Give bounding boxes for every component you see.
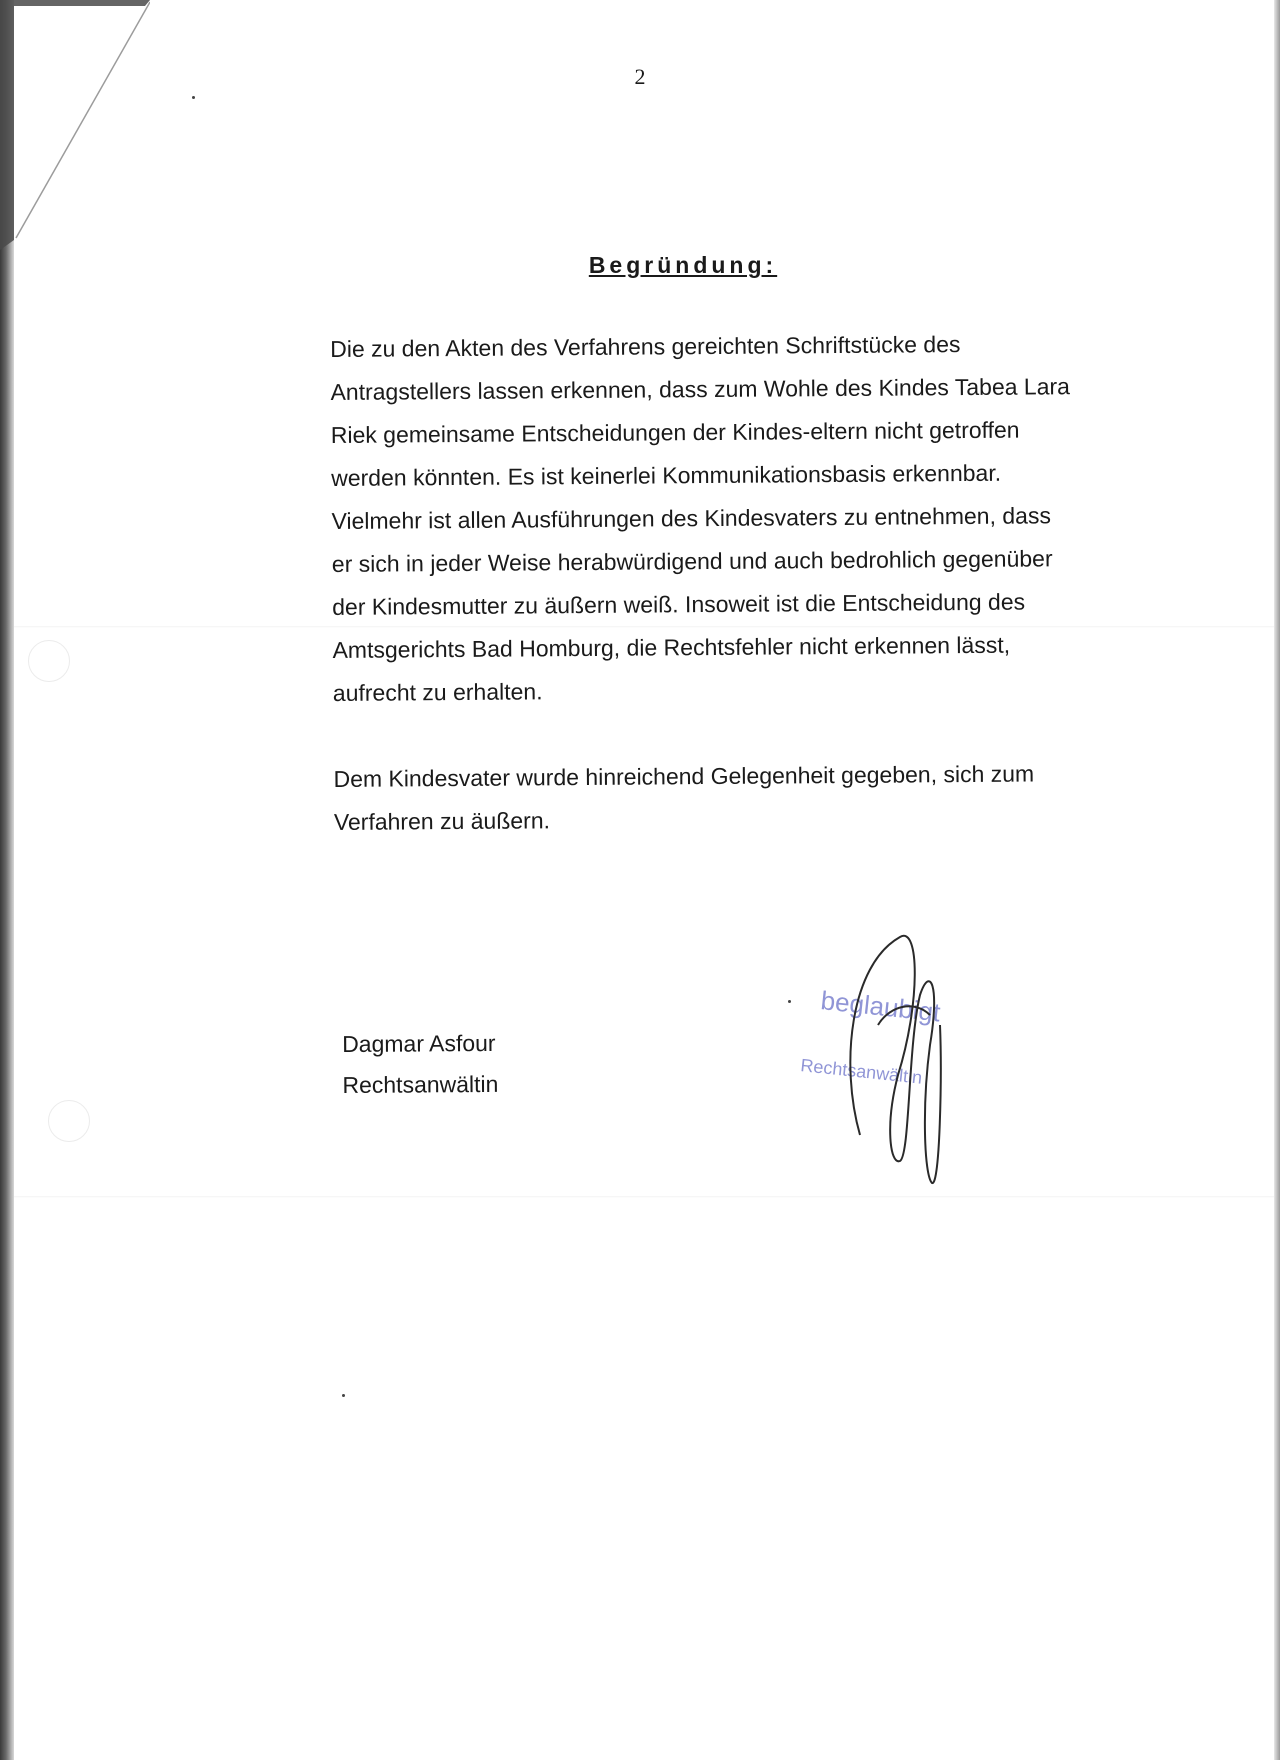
scan-speck xyxy=(342,1394,345,1397)
stamp-text-line2: Rechtsanwältin xyxy=(799,1055,924,1088)
section-heading: Begründung: xyxy=(588,252,778,278)
signer-title: Rechtsanwältin xyxy=(342,1070,499,1098)
fold-crease xyxy=(14,1196,1274,1198)
page-number: 2 xyxy=(634,64,646,89)
signer-name: Dagmar Asfour xyxy=(342,1029,496,1057)
certification-stamp xyxy=(800,985,943,1088)
folded-corner xyxy=(0,0,150,250)
signature-block xyxy=(342,1023,499,1106)
body-text xyxy=(330,322,1074,844)
punch-hole xyxy=(28,640,70,682)
stamp-text-line1: beglaubigt xyxy=(819,985,942,1028)
handwritten-signature xyxy=(850,936,940,1183)
certification-stamp-and-signature xyxy=(780,925,1000,1185)
paragraph-2: Dem Kindesvater wurde hinreichend Gelegenheit gegeben, sich zum Verfahren zu äußern. xyxy=(333,760,1035,835)
paragraph-1: Die zu den Akten des Verfahrens gereichten Schriftstücke des Antragstellers lassen erkennen, dass zum Wohle des Kindes Tabea Lara Riek gemeinsame Entscheidungen der Kindes-eltern nicht getroffen werden könnten. Es ist keinerlei Kommunikationsbasis erkennbar. Vielmehr ist allen Ausführungen des Kindesvaters zu entnehmen, dass er sich in jeder Weise herabwürdigend und auch bedrohlich gegenüber der Kindesmutter zu äußern weiß. Insoweit ist die Entscheidung des Amtsgerichts Bad Homburg, die Rechtsfehler nicht erkennen lässt, aufrecht zu erhalten. xyxy=(330,331,1071,706)
punch-hole xyxy=(48,1100,90,1142)
scan-speck xyxy=(192,96,195,99)
